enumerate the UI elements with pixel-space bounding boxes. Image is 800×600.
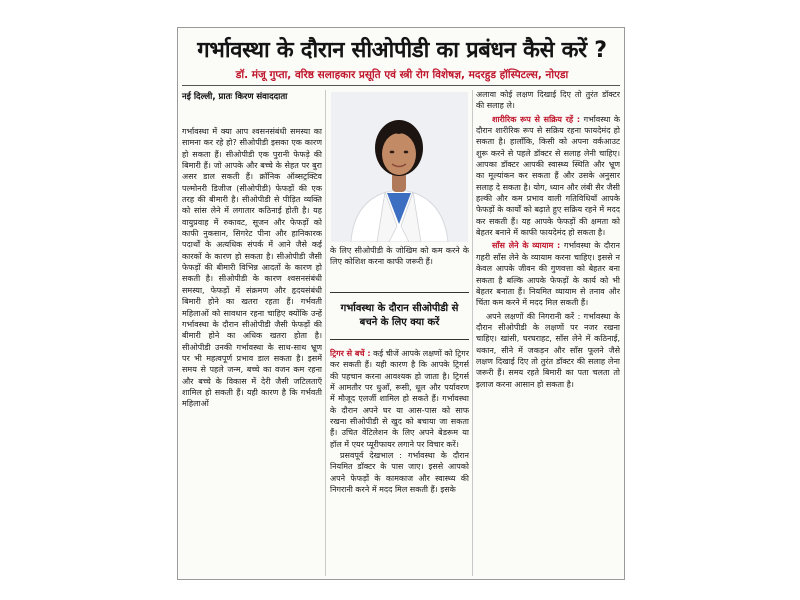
breath-paragraph	[476, 240, 620, 308]
article-column-2-top	[330, 245, 469, 288]
body-paragraph: गर्भावस्था में क्या आप श्वसनसंबंधी समस्या का सामना कर रहे हो? सीओपीडी इसका एक कारण हो सकता हैं। सीओपीडी एक पुरानी फेफड़े की बिमारी हैं। जो आपके और बच्चे के सेहत पर बुरा असर डाल सकती हैं। क्रॉनिक ऑब्सट्रक्टिव पल्मोनरी डिजीज (सीओपीडी) फेफड़ों की एक तरह की बीमारी है। सीओपीडी से पीड़ित व्यक्ति को सांस लेने में लगातार कठिनाई होती है। यह वायुप्रवाह में रुकावट, सूजन और फेफड़ों को काफी नुकसान, सिगरेट पीना और हानिकारक पदार्थों के अत्यधिक संपर्क में आने जैसे कई कारकों के कारण हो सकता है। सीओपीडी जैसी फेफड़ों की बीमारी विभिन्न आदतों के कारण हो सकती है। सीओपीडी के कारण श्वसनसंबंधी समस्या, फेफड़ों में संक्रमण और हृदयसंबंधी बिमारी होने का खतरा रहता हैं। गर्भवती महिलाओं को सावधान रहना चाहिए क्योंकि उन्हें गर्भावस्था के दौरान सीओपीडी जैसी फेफड़ों की बीमारी होने का अधिक खतरा होता है। सीओपीडी उनकी गर्भावस्था के साथ-साथ भ्रूण पर भी महत्वपूर्ण प्रभाव डाल सकता है। इसमें समय से पहले जन्म, बच्चे का वजन कम रहना और बच्चे के विकास में देरी जैसी जटिलताएँ शामिल हो सकती हैं। यही कारण है कि गर्भवती महिलाओं	[182, 127, 322, 409]
article-byline: डॉ. मंजू गुप्ता, वरिष्ठ सलाहकार प्रसूति एवं स्त्री रोग विशेषज्ञ, मदरहुड हॉस्पिटल्स, नोएडा	[235, 69, 569, 81]
doctor-photo	[331, 92, 468, 242]
article-dateline: नई दिल्ली, प्रातः किरण संवाददाता	[182, 92, 288, 102]
article-column-3	[476, 89, 620, 579]
article-column-1	[182, 126, 322, 576]
breath-body: गर्भावस्था के दौरान गहरी साँस लेने के व्यायाम करना चाहिए। इससे न केवल आपके जीवन की गुणवत्ता को बेहतर बना सकता है बल्कि आपके फेफड़ों के कार्य को भी बेहतर बनाता हैं। नियमित व्यायाम से तनाव और चिंता कम करने में मदद मिल सकती हैं।	[476, 241, 620, 308]
active-paragraph	[476, 114, 620, 239]
article-column-2	[330, 348, 469, 578]
subheading-trigger: ट्रिगर से बचें :	[330, 349, 371, 358]
header-rule	[182, 85, 620, 86]
article-headline: गर्भावस्था के दौरान सीओपीडी का प्रबंधन कैसे करें ?	[197, 38, 607, 63]
column-divider	[472, 90, 473, 576]
column-divider	[325, 90, 326, 576]
doctor-portrait-icon	[331, 92, 468, 242]
trigger-paragraph	[330, 348, 469, 450]
pull-quote: गर्भावस्था के दौरान सीओपीडी से बचने के लिए क्या करें	[330, 292, 469, 340]
subheading-active: शारीरिक रूप से सक्रिय रहें :	[492, 114, 581, 124]
monitor-paragraph: अपने लक्षणों की निगरानी करें : गर्भावस्था के दौरान सीओपीडी के लक्षणों पर नजर रखना चाहिए। खांसी, घरघराहट, साँस लेने में कठिनाई, थकान, सीने में जकड़न और साँस फूलने जैसे लक्षण दिखाई दिए तो तुरंत डॉक्टर की सलाह लेना जरूरी हैं। समय रहते बिमारी का पता चलता तो इलाज करना आसान हो सकता है।	[476, 311, 620, 389]
body-paragraph: अलावा कोई लक्षण दिखाई दिए तो तुरंत डॉक्टर की सलाह ले।	[476, 90, 620, 111]
trigger-body: कई चीजें आपके लक्षणों को ट्रिगर कर सकती हैं। यही कारण है कि आपके ट्रिगर्स की पहचान करना आवश्यक हो जाता है। ट्रिगर्स में आमतौर पर धुआँ, रूसी, धूल और पर्यावरण में मौजूद एलर्जी शामिल हो सकते हैं। गर्भावस्था के दौरान अपने घर या आस-पास को साफ रखना सीओपीडी से खुद को बचाया जा सकता हैं। उचित वेंटिलेशन के लिए अपने बेडरूम या हॉल में एयर प्यूरीफायर लगाने पर विचार करें।	[330, 349, 469, 449]
subheading-breath: साँस लेने के व्यायाम :	[492, 241, 561, 251]
newspaper-clipping	[177, 27, 625, 580]
active-body: गर्भावस्था के दौरान शारीरिक रूप से सक्रिय रहना फायदेमंद हो सकता है। हालाँकि, किसी को अपना वर्कआउट शुरू करने से पहले डॉक्टर से सलाह लेनी चाहिए। आपका डॉक्टर आपकी स्वास्थ्य स्थिति और भ्रूण का मूल्यांकन कर सकता हैं और उसके अनुसार सलाह दे सकता है। योग, ध्यान और लंबी सैर जैसी हल्की और कम प्रभाव वाली गतिविधियाँ आपके फेफड़ों के कार्यों को बढ़ाते हुए सक्रिय रहने में मदद कर सकती हैं। यह आपके फेफड़ों की क्षमता को बेहतर बनाने में काफी फायदेमंद हो सकता है।	[476, 114, 620, 238]
body-paragraph: के लिए सीओपीडी के जोखिम को कम करने के लिए कोशिश करना काफी जरूरी हैं।	[330, 246, 469, 267]
prenatal-paragraph: प्रसवपूर्व देखभाल : गर्भावस्था के दौरान नियमित डॉक्टर के पास जाए। इससे आपको अपने फेफड़ों के कामकाज और स्वास्थ्य की निगरानी करने में मदद मिल सकती हैं। इसके	[330, 451, 469, 495]
